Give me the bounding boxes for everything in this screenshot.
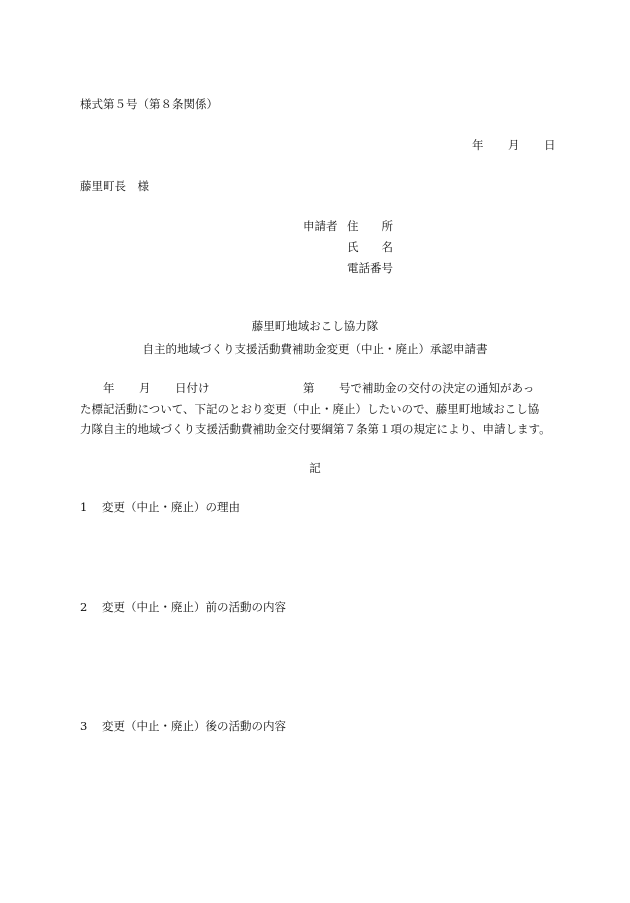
date-line bbox=[472, 137, 556, 153]
item-number: 1 bbox=[80, 500, 88, 514]
name-label: 氏 名 bbox=[347, 240, 393, 254]
body-line-3: 力隊自主的地域づくり支援活動費補助金交付要綱第７条第１項の規定により、申請します。 bbox=[80, 422, 551, 436]
item-number: 3 bbox=[80, 719, 88, 733]
body-dated: 日付け bbox=[175, 381, 210, 395]
item-1 bbox=[80, 499, 240, 515]
date-day: 日 bbox=[544, 138, 556, 152]
body-month: 月 bbox=[139, 381, 151, 395]
date-year: 年 bbox=[472, 138, 484, 152]
body-year: 年 bbox=[103, 381, 115, 395]
form-number: 様式第５号（第８条関係） bbox=[80, 97, 218, 111]
item-label: 変更（中止・廃止）前の活動の内容 bbox=[102, 600, 286, 614]
body-rest: 号で補助金の交付の決定の通知があっ bbox=[339, 381, 535, 395]
applicant-block bbox=[303, 218, 401, 281]
item-3 bbox=[80, 718, 286, 734]
body-text bbox=[80, 378, 556, 440]
address-label: 住 所 bbox=[347, 219, 393, 233]
body-line-1 bbox=[80, 378, 556, 399]
item-number: 2 bbox=[80, 600, 88, 614]
body-line-2: た標記活動について、下記のとおり変更（中止・廃止）したいので、藤里町地域おこし協 bbox=[80, 401, 540, 416]
body-dai: 第 bbox=[303, 381, 315, 395]
document-title-line1: 藤里町地域おこし協力隊 bbox=[251, 319, 379, 333]
document-title-line2: 自主的地域づくり支援活動費補助金変更（中止・廃止）承認申請書 bbox=[142, 342, 488, 356]
ki-heading: 記 bbox=[309, 461, 321, 475]
item-2 bbox=[80, 599, 286, 615]
addressee: 藤里町長 様 bbox=[80, 179, 149, 193]
applicant-label: 申請者 bbox=[303, 219, 338, 233]
item-label: 変更（中止・廃止）の理由 bbox=[102, 500, 240, 514]
item-label: 変更（中止・廃止）後の活動の内容 bbox=[102, 719, 286, 733]
phone-label: 電話番号 bbox=[347, 261, 393, 275]
date-month: 月 bbox=[508, 138, 520, 152]
